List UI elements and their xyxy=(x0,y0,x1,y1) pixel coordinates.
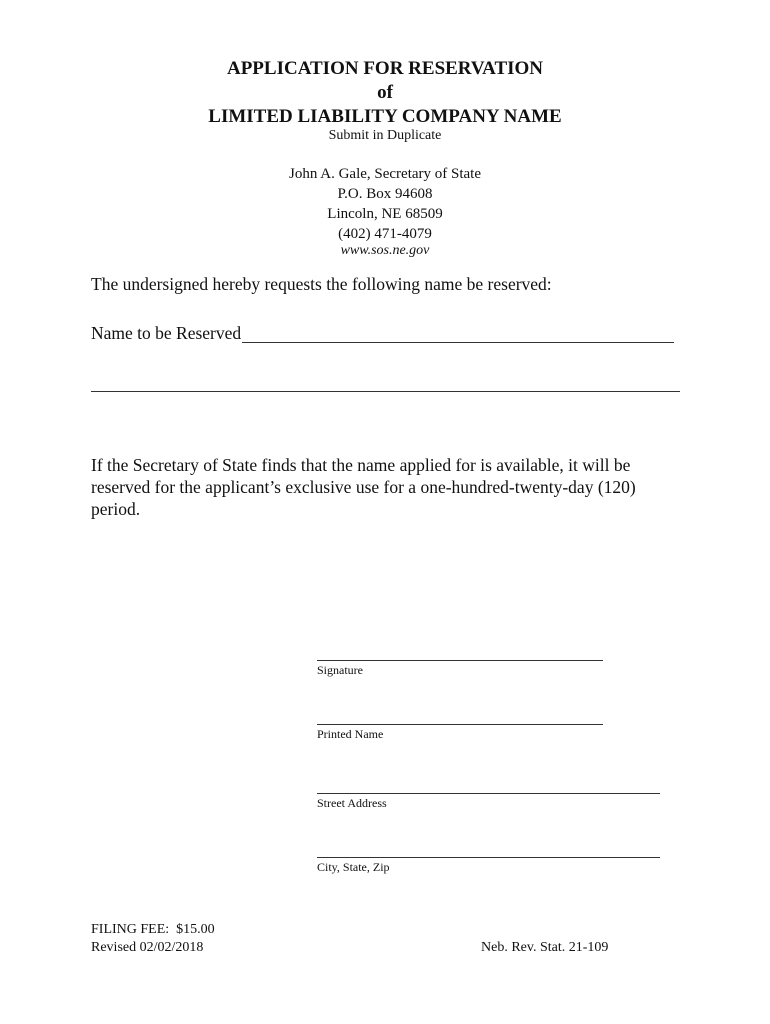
revised-date: Revised 02/02/2018 xyxy=(91,940,204,955)
signature-line[interactable] xyxy=(317,660,603,661)
printed-name-line[interactable] xyxy=(317,724,603,725)
name-input-line-2[interactable] xyxy=(91,391,680,392)
secretary-name: John A. Gale, Secretary of State xyxy=(288,166,482,182)
title-line-3: LIMITED LIABILITY COMPANY NAME xyxy=(208,106,562,127)
name-input-line[interactable] xyxy=(242,342,674,343)
request-statement: The undersigned hereby requests the following name be reserved: xyxy=(91,274,552,294)
website-link[interactable]: www.sos.ne.gov xyxy=(340,243,430,258)
form-title xyxy=(0,57,770,129)
availability-line-1: If the Secretary of State finds that the name applied for is available, it will be xyxy=(91,455,631,475)
title-line-2: of xyxy=(377,82,393,103)
city-state-zip-label: City, State, Zip xyxy=(317,860,390,874)
city-state-zip: Lincoln, NE 68509 xyxy=(327,206,443,222)
statute-reference: Neb. Rev. Stat. 21-109 xyxy=(481,940,609,955)
city-state-zip-line[interactable] xyxy=(317,857,660,858)
printed-name-label: Printed Name xyxy=(317,727,384,741)
po-box: P.O. Box 94608 xyxy=(337,186,433,202)
availability-line-3: period. xyxy=(91,499,141,519)
filing-fee: FILING FEE: $15.00 xyxy=(91,922,215,937)
street-address-label: Street Address xyxy=(317,796,387,810)
availability-paragraph xyxy=(91,454,731,520)
footer-left xyxy=(91,921,215,957)
signature-label: Signature xyxy=(317,663,363,677)
title-line-1: APPLICATION FOR RESERVATION xyxy=(226,58,544,79)
street-address-line[interactable] xyxy=(317,793,660,794)
availability-line-2: reserved for the applicant’s exclusive use for a one-hundred-twenty-day (120) xyxy=(91,477,636,497)
address-block xyxy=(0,164,770,244)
name-field-label: Name to be Reserved xyxy=(91,323,242,343)
submit-instruction: Submit in Duplicate xyxy=(328,128,442,143)
phone-number: (402) 471-4079 xyxy=(338,226,432,242)
